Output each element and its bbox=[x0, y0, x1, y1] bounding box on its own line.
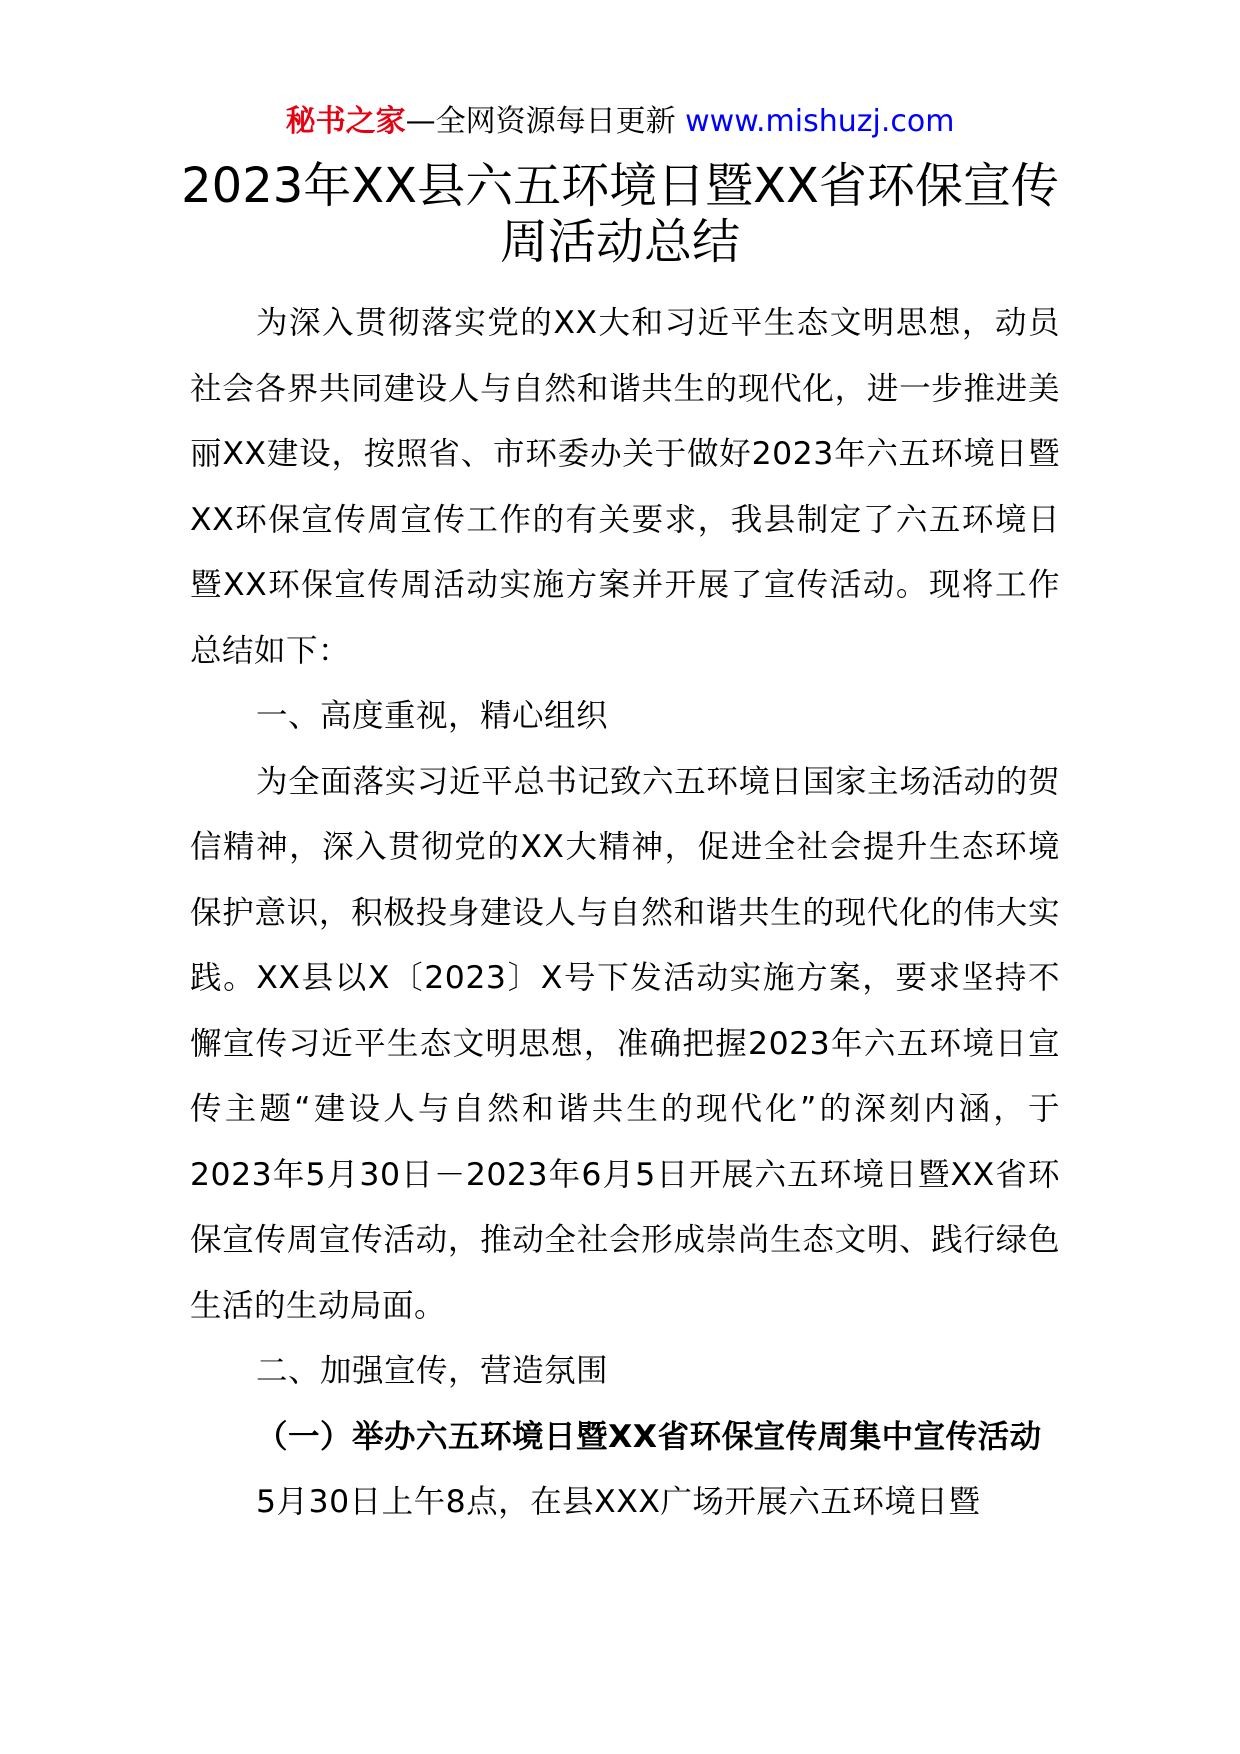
header-tagline: —全网资源每日更新 bbox=[405, 104, 686, 139]
site-url[interactable]: www.mishuzj.com bbox=[685, 104, 955, 139]
site-header bbox=[0, 100, 1240, 144]
section-heading-2: 二、加强宣传，营造氛围 bbox=[256, 1353, 609, 1389]
subsection-1-paragraph: 5月30日上午8点，在县XXX广场开展六五环境日暨 bbox=[256, 1484, 981, 1520]
subsection-heading-1: （一）举办六五环境日暨XX省环保宣传周集中宣传活动 bbox=[256, 1418, 1042, 1455]
section-1-paragraph: 为全面落实习近平总书记致六五环境日国家主场活动的贺信精神，深入贯彻党的XX大精神，促进全社会提升生态环境保护意识，积极投身建设人与自然和谐共生的现代化的伟大实践。XX县以X〔2023〕X号下发活动实施方案，要求坚持不懈宣传习近平生态文明思想，准确把握2023年六五环境日宣传主题“建设人与自然和谐共生的现代化”的深刻内涵，于2023年5月30日－2023年6月5日开展六五环境日暨XX省环保宣传周宣传活动，推动全社会形成崇尚生态文明、践行绿色生活的生动局面。 bbox=[190, 763, 1060, 1324]
brand-name: 秘书之家 bbox=[285, 104, 406, 139]
section-heading-1: 一、高度重视，精心组织 bbox=[256, 698, 609, 734]
intro-paragraph: 为深入贯彻落实党的XX大和习近平生态文明思想，动员社会各界共同建设人与自然和谐共生的现代化，进一步推进美丽XX建设，按照省、市环委办关于做好2023年六五环境日暨XX环保宣传周宣传工作的有关要求，我县制定了六五环境日暨XX环保宣传周活动实施方案并开展了宣传活动。现将工作总结如下： bbox=[190, 305, 1060, 669]
document-title: 2023年XX县六五环境日暨XX省环保宣传周活动总结 bbox=[181, 158, 1059, 270]
document-body bbox=[190, 291, 1060, 1536]
